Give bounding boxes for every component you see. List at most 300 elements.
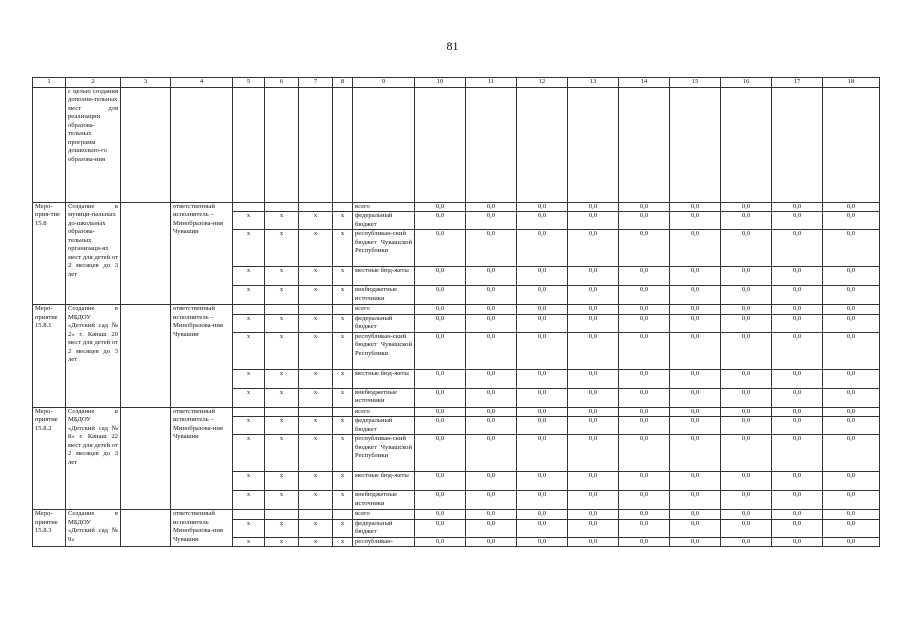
column-header: 2 — [66, 78, 121, 88]
code-cell — [265, 407, 299, 417]
value-cell: 0,0 — [670, 286, 721, 305]
funding-source: всего — [353, 510, 415, 520]
value-cell: 0,0 — [772, 267, 823, 286]
value-cell: 0,0 — [517, 388, 568, 407]
value-cell: 0,0 — [619, 510, 670, 520]
code-cell: x — [265, 491, 299, 510]
code-cell: x — [299, 369, 333, 388]
cell-blank — [233, 87, 265, 202]
value-cell: 0,0 — [619, 417, 670, 435]
value-cell: 0,0 — [772, 407, 823, 417]
value-cell: 0,0 — [772, 435, 823, 472]
value-cell: 0,0 — [670, 267, 721, 286]
value-cell: 0,0 — [772, 417, 823, 435]
value-cell: 0,0 — [823, 212, 880, 230]
value-cell: 0,0 — [568, 491, 619, 510]
value-cell: 0,0 — [619, 305, 670, 315]
value-cell: 0,0 — [670, 435, 721, 472]
value-cell: 0,0 — [568, 230, 619, 267]
cell-blank — [171, 87, 233, 202]
column-header: 10 — [415, 78, 466, 88]
funding-source: республикан-ский бюджет Чувашской Республики — [353, 332, 415, 369]
value-cell: 0,0 — [415, 314, 466, 332]
value-cell: 0,0 — [670, 314, 721, 332]
event-name: Создание в МБДОУ «Детский сад № 9» — [66, 510, 121, 547]
column-header: 9 — [353, 78, 415, 88]
value-cell: 0,0 — [772, 332, 823, 369]
value-cell: 0,0 — [721, 212, 772, 230]
value-cell: 0,0 — [619, 286, 670, 305]
code-cell: x — [299, 314, 333, 332]
cell-blank — [823, 87, 880, 202]
code-cell: x — [333, 417, 353, 435]
code-cell — [233, 407, 265, 417]
value-cell: 0,0 — [619, 491, 670, 510]
value-cell: 0,0 — [619, 388, 670, 407]
value-cell: 0,0 — [466, 519, 517, 537]
value-cell: 0,0 — [823, 388, 880, 407]
value-cell: 0,0 — [619, 407, 670, 417]
cell-blank — [466, 87, 517, 202]
value-cell: 0,0 — [517, 510, 568, 520]
value-cell: 0,0 — [415, 305, 466, 315]
column-header: 3 — [121, 78, 171, 88]
header-row — [33, 78, 880, 88]
cell-blank — [721, 87, 772, 202]
code-cell: x — [233, 519, 265, 537]
executor: ответственный исполнитель – Минобразова-ния Чувашии — [171, 202, 233, 305]
value-cell: 0,0 — [823, 472, 880, 491]
code-cell — [265, 202, 299, 212]
value-cell: 0,0 — [466, 212, 517, 230]
value-cell: 0,0 — [823, 519, 880, 537]
value-cell: 0,0 — [772, 472, 823, 491]
value-cell: 0,0 — [415, 230, 466, 267]
cell-blank — [568, 87, 619, 202]
funding-source: всего — [353, 407, 415, 417]
code-cell: x — [333, 332, 353, 369]
value-cell: 0,0 — [466, 369, 517, 388]
code-cell: x — [233, 332, 265, 369]
cell-blank — [121, 407, 171, 510]
value-cell: 0,0 — [721, 491, 772, 510]
funding-source: федеральный бюджет — [353, 212, 415, 230]
value-cell: 0,0 — [721, 267, 772, 286]
code-cell: x — [333, 537, 353, 547]
code-cell: x — [233, 314, 265, 332]
column-header: 1 — [33, 78, 66, 88]
code-cell: x — [265, 230, 299, 267]
value-cell: 0,0 — [670, 407, 721, 417]
code-cell: x — [265, 417, 299, 435]
code-cell — [333, 202, 353, 212]
value-cell: 0,0 — [721, 537, 772, 547]
column-header: 4 — [171, 78, 233, 88]
code-cell: x — [299, 417, 333, 435]
value-cell: 0,0 — [415, 491, 466, 510]
code-cell: x — [333, 230, 353, 267]
value-cell: 0,0 — [517, 491, 568, 510]
code-cell: x — [265, 388, 299, 407]
code-cell: x — [265, 472, 299, 491]
funding-source: местные бюд-жеты — [353, 369, 415, 388]
column-header: 17 — [772, 78, 823, 88]
value-cell: 0,0 — [721, 230, 772, 267]
value-cell: 0,0 — [670, 202, 721, 212]
value-cell: 0,0 — [568, 267, 619, 286]
table-row — [33, 305, 880, 315]
value-cell: 0,0 — [670, 212, 721, 230]
value-cell: 0,0 — [670, 332, 721, 369]
value-cell: 0,0 — [772, 286, 823, 305]
value-cell: 0,0 — [721, 519, 772, 537]
continuation-text: с целью создания дополни-тельных мест для реализации образова-тельных программ дошкольно-го образова-ния — [66, 87, 121, 202]
column-header: 14 — [619, 78, 670, 88]
code-cell: x — [333, 286, 353, 305]
value-cell: 0,0 — [823, 537, 880, 547]
funding-source: внебюджетные источники — [353, 388, 415, 407]
value-cell: 0,0 — [721, 407, 772, 417]
value-cell: 0,0 — [619, 369, 670, 388]
value-cell: 0,0 — [568, 202, 619, 212]
cell-blank — [353, 87, 415, 202]
code-cell — [299, 407, 333, 417]
value-cell: 0,0 — [721, 332, 772, 369]
value-cell: 0,0 — [415, 286, 466, 305]
value-cell: 0,0 — [619, 267, 670, 286]
value-cell: 0,0 — [823, 369, 880, 388]
funding-source: всего — [353, 305, 415, 315]
cell-blank — [772, 87, 823, 202]
value-cell: 0,0 — [670, 230, 721, 267]
event-id: Меро-приятие 15.8.1 — [33, 305, 66, 408]
code-cell: x — [233, 230, 265, 267]
funding-source: всего — [353, 202, 415, 212]
funding-source: внебюджетные источники — [353, 491, 415, 510]
value-cell: 0,0 — [823, 435, 880, 472]
value-cell: 0,0 — [466, 388, 517, 407]
value-cell: 0,0 — [415, 519, 466, 537]
cell-blank — [670, 87, 721, 202]
funding-source: федеральный бюджет — [353, 314, 415, 332]
value-cell: 0,0 — [823, 267, 880, 286]
value-cell: 0,0 — [619, 519, 670, 537]
code-cell — [333, 305, 353, 315]
value-cell: 0,0 — [415, 472, 466, 491]
column-header: 15 — [670, 78, 721, 88]
value-cell: 0,0 — [670, 491, 721, 510]
value-cell: 0,0 — [568, 407, 619, 417]
value-cell: 0,0 — [721, 472, 772, 491]
funding-source: республикан- — [353, 537, 415, 547]
value-cell: 0,0 — [517, 305, 568, 315]
code-cell: x — [265, 286, 299, 305]
value-cell: 0,0 — [517, 314, 568, 332]
value-cell: 0,0 — [568, 417, 619, 435]
code-cell: x — [333, 388, 353, 407]
value-cell: 0,0 — [772, 519, 823, 537]
code-cell: x — [299, 332, 333, 369]
value-cell: 0,0 — [415, 417, 466, 435]
cell-blank — [265, 87, 299, 202]
cell-blank — [33, 87, 66, 202]
value-cell: 0,0 — [466, 435, 517, 472]
value-cell: 0,0 — [517, 435, 568, 472]
column-header: 11 — [466, 78, 517, 88]
code-cell: x — [333, 435, 353, 472]
value-cell: 0,0 — [823, 407, 880, 417]
value-cell: 0,0 — [517, 286, 568, 305]
value-cell: 0,0 — [466, 472, 517, 491]
value-cell: 0,0 — [721, 286, 772, 305]
value-cell: 0,0 — [415, 332, 466, 369]
cell-blank — [121, 510, 171, 547]
code-cell: x — [265, 212, 299, 230]
value-cell: 0,0 — [670, 472, 721, 491]
code-cell: x — [299, 286, 333, 305]
value-cell: 0,0 — [823, 230, 880, 267]
code-cell — [265, 305, 299, 315]
code-cell: x — [299, 519, 333, 537]
value-cell: 0,0 — [466, 332, 517, 369]
column-header: 16 — [721, 78, 772, 88]
value-cell: 0,0 — [670, 510, 721, 520]
code-cell: x — [233, 267, 265, 286]
value-cell: 0,0 — [568, 510, 619, 520]
code-cell — [333, 407, 353, 417]
value-cell: 0,0 — [466, 286, 517, 305]
code-cell: x — [265, 519, 299, 537]
value-cell: 0,0 — [568, 286, 619, 305]
column-header: 7 — [299, 78, 333, 88]
value-cell: 0,0 — [670, 519, 721, 537]
code-cell: x — [299, 491, 333, 510]
code-cell: x — [333, 491, 353, 510]
event-name: Создание в муници-пальных до-школьных образова-тельных организаци-ях мест для детей от 2 месяцев до 3 лет — [66, 202, 121, 305]
code-cell — [299, 202, 333, 212]
executor: ответственный исполнитель – Минобразова-ния Чувашии — [171, 407, 233, 510]
funding-source: федеральный бюджет — [353, 519, 415, 537]
value-cell: 0,0 — [466, 202, 517, 212]
value-cell: 0,0 — [415, 388, 466, 407]
code-cell: x — [333, 369, 353, 388]
code-cell: x — [233, 491, 265, 510]
code-cell: x — [265, 267, 299, 286]
value-cell: 0,0 — [823, 491, 880, 510]
value-cell: 0,0 — [568, 537, 619, 547]
column-header: 5 — [233, 78, 265, 88]
value-cell: 0,0 — [721, 417, 772, 435]
value-cell: 0,0 — [466, 305, 517, 315]
code-cell: x — [299, 212, 333, 230]
cell-blank — [333, 87, 353, 202]
value-cell: 0,0 — [772, 537, 823, 547]
value-cell: 0,0 — [823, 417, 880, 435]
value-cell: 0,0 — [721, 510, 772, 520]
cell-blank — [415, 87, 466, 202]
value-cell: 0,0 — [568, 388, 619, 407]
value-cell: 0,0 — [517, 537, 568, 547]
value-cell: 0,0 — [517, 369, 568, 388]
value-cell: 0,0 — [619, 314, 670, 332]
value-cell: 0,0 — [568, 212, 619, 230]
value-cell: 0,0 — [619, 202, 670, 212]
code-cell: x — [299, 435, 333, 472]
value-cell: 0,0 — [721, 388, 772, 407]
value-cell: 0,0 — [415, 212, 466, 230]
cell-blank — [121, 305, 171, 408]
value-cell: 0,0 — [823, 314, 880, 332]
value-cell: 0,0 — [517, 472, 568, 491]
code-cell — [333, 510, 353, 520]
code-cell: x — [233, 417, 265, 435]
value-cell: 0,0 — [823, 202, 880, 212]
funding-source: местные бюд-жеты — [353, 267, 415, 286]
value-cell: 0,0 — [415, 537, 466, 547]
value-cell: 0,0 — [466, 407, 517, 417]
value-cell: 0,0 — [415, 510, 466, 520]
cell-blank — [121, 87, 171, 202]
continuation-row — [33, 87, 880, 202]
code-cell: x — [233, 286, 265, 305]
funding-source: внебюджетные источники — [353, 286, 415, 305]
event-id: Меро-приятие 15.8.2 — [33, 407, 66, 510]
value-cell: 0,0 — [670, 305, 721, 315]
value-cell: 0,0 — [517, 212, 568, 230]
value-cell: 0,0 — [466, 230, 517, 267]
value-cell: 0,0 — [721, 202, 772, 212]
value-cell: 0,0 — [823, 510, 880, 520]
value-cell: 0,0 — [670, 537, 721, 547]
cell-blank — [517, 87, 568, 202]
funding-source: республикан-ский бюджет Чувашской Республики — [353, 435, 415, 472]
value-cell: 0,0 — [517, 417, 568, 435]
value-cell: 0,0 — [721, 305, 772, 315]
code-cell: x — [265, 332, 299, 369]
cell-blank — [619, 87, 670, 202]
value-cell: 0,0 — [568, 369, 619, 388]
value-cell: 0,0 — [823, 305, 880, 315]
funding-source: федеральный бюджет — [353, 417, 415, 435]
code-cell: x — [299, 472, 333, 491]
value-cell: 0,0 — [568, 519, 619, 537]
value-cell: 0,0 — [772, 305, 823, 315]
value-cell: 0,0 — [721, 369, 772, 388]
value-cell: 0,0 — [721, 314, 772, 332]
value-cell: 0,0 — [415, 435, 466, 472]
value-cell: 0,0 — [670, 388, 721, 407]
column-header: 13 — [568, 78, 619, 88]
code-cell: x — [333, 472, 353, 491]
code-cell: x — [299, 267, 333, 286]
code-cell: x — [333, 519, 353, 537]
value-cell: 0,0 — [568, 305, 619, 315]
value-cell: 0,0 — [670, 369, 721, 388]
value-cell: 0,0 — [568, 314, 619, 332]
value-cell: 0,0 — [466, 510, 517, 520]
value-cell: 0,0 — [415, 369, 466, 388]
event-id: Меро-прия-тие 15.8 — [33, 202, 66, 305]
code-cell: x — [333, 212, 353, 230]
code-cell: x — [299, 230, 333, 267]
value-cell: 0,0 — [466, 267, 517, 286]
cell-blank — [121, 202, 171, 305]
code-cell: x — [333, 314, 353, 332]
column-header: 8 — [333, 78, 353, 88]
code-cell — [299, 510, 333, 520]
code-cell: x — [233, 388, 265, 407]
value-cell: 0,0 — [517, 519, 568, 537]
value-cell: 0,0 — [823, 286, 880, 305]
value-cell: 0,0 — [466, 417, 517, 435]
code-cell: x — [265, 314, 299, 332]
code-cell — [233, 510, 265, 520]
value-cell: 0,0 — [568, 435, 619, 472]
event-id: Меро-приятие 15.8.3 — [33, 510, 66, 547]
value-cell: 0,0 — [619, 212, 670, 230]
value-cell: 0,0 — [517, 332, 568, 369]
code-cell: x — [333, 267, 353, 286]
value-cell: 0,0 — [619, 332, 670, 369]
value-cell: 0,0 — [772, 314, 823, 332]
funding-source: республикан-ский бюджет Чувашской Республики — [353, 230, 415, 267]
executor: ответственный исполнитель – Минобразова-ния Чувашии — [171, 305, 233, 408]
value-cell: 0,0 — [415, 267, 466, 286]
budget-table — [32, 77, 880, 547]
column-header: 12 — [517, 78, 568, 88]
table-row — [33, 510, 880, 520]
value-cell: 0,0 — [568, 472, 619, 491]
value-cell: 0,0 — [619, 537, 670, 547]
value-cell: 0,0 — [619, 230, 670, 267]
code-cell: x — [265, 435, 299, 472]
event-name: Создание в МБДОУ «Детский сад № 8» г. Канаш 22 мест для детей от 2 месяцев до 3 лет — [66, 407, 121, 510]
table-row — [33, 407, 880, 417]
page-number: 81 — [446, 39, 459, 53]
code-cell — [233, 202, 265, 212]
value-cell: 0,0 — [772, 369, 823, 388]
value-cell: 0,0 — [772, 388, 823, 407]
value-cell: 0,0 — [415, 202, 466, 212]
value-cell: 0,0 — [466, 491, 517, 510]
code-cell — [233, 305, 265, 315]
value-cell: 0,0 — [517, 407, 568, 417]
value-cell: 0,0 — [466, 537, 517, 547]
value-cell: 0,0 — [721, 435, 772, 472]
code-cell: x — [233, 212, 265, 230]
funding-source: местные бюд-жеты — [353, 472, 415, 491]
column-header: 6 — [265, 78, 299, 88]
code-cell: x — [233, 369, 265, 388]
table-row — [33, 202, 880, 212]
code-cell: x — [265, 369, 299, 388]
code-cell — [299, 305, 333, 315]
code-cell: x — [265, 537, 299, 547]
value-cell: 0,0 — [466, 314, 517, 332]
code-cell: x — [233, 472, 265, 491]
code-cell — [265, 510, 299, 520]
value-cell: 0,0 — [772, 510, 823, 520]
value-cell: 0,0 — [619, 435, 670, 472]
column-header: 18 — [823, 78, 880, 88]
code-cell: x — [233, 435, 265, 472]
value-cell: 0,0 — [517, 230, 568, 267]
value-cell: 0,0 — [415, 407, 466, 417]
cell-blank — [299, 87, 333, 202]
value-cell: 0,0 — [670, 417, 721, 435]
value-cell: 0,0 — [823, 332, 880, 369]
value-cell: 0,0 — [517, 267, 568, 286]
